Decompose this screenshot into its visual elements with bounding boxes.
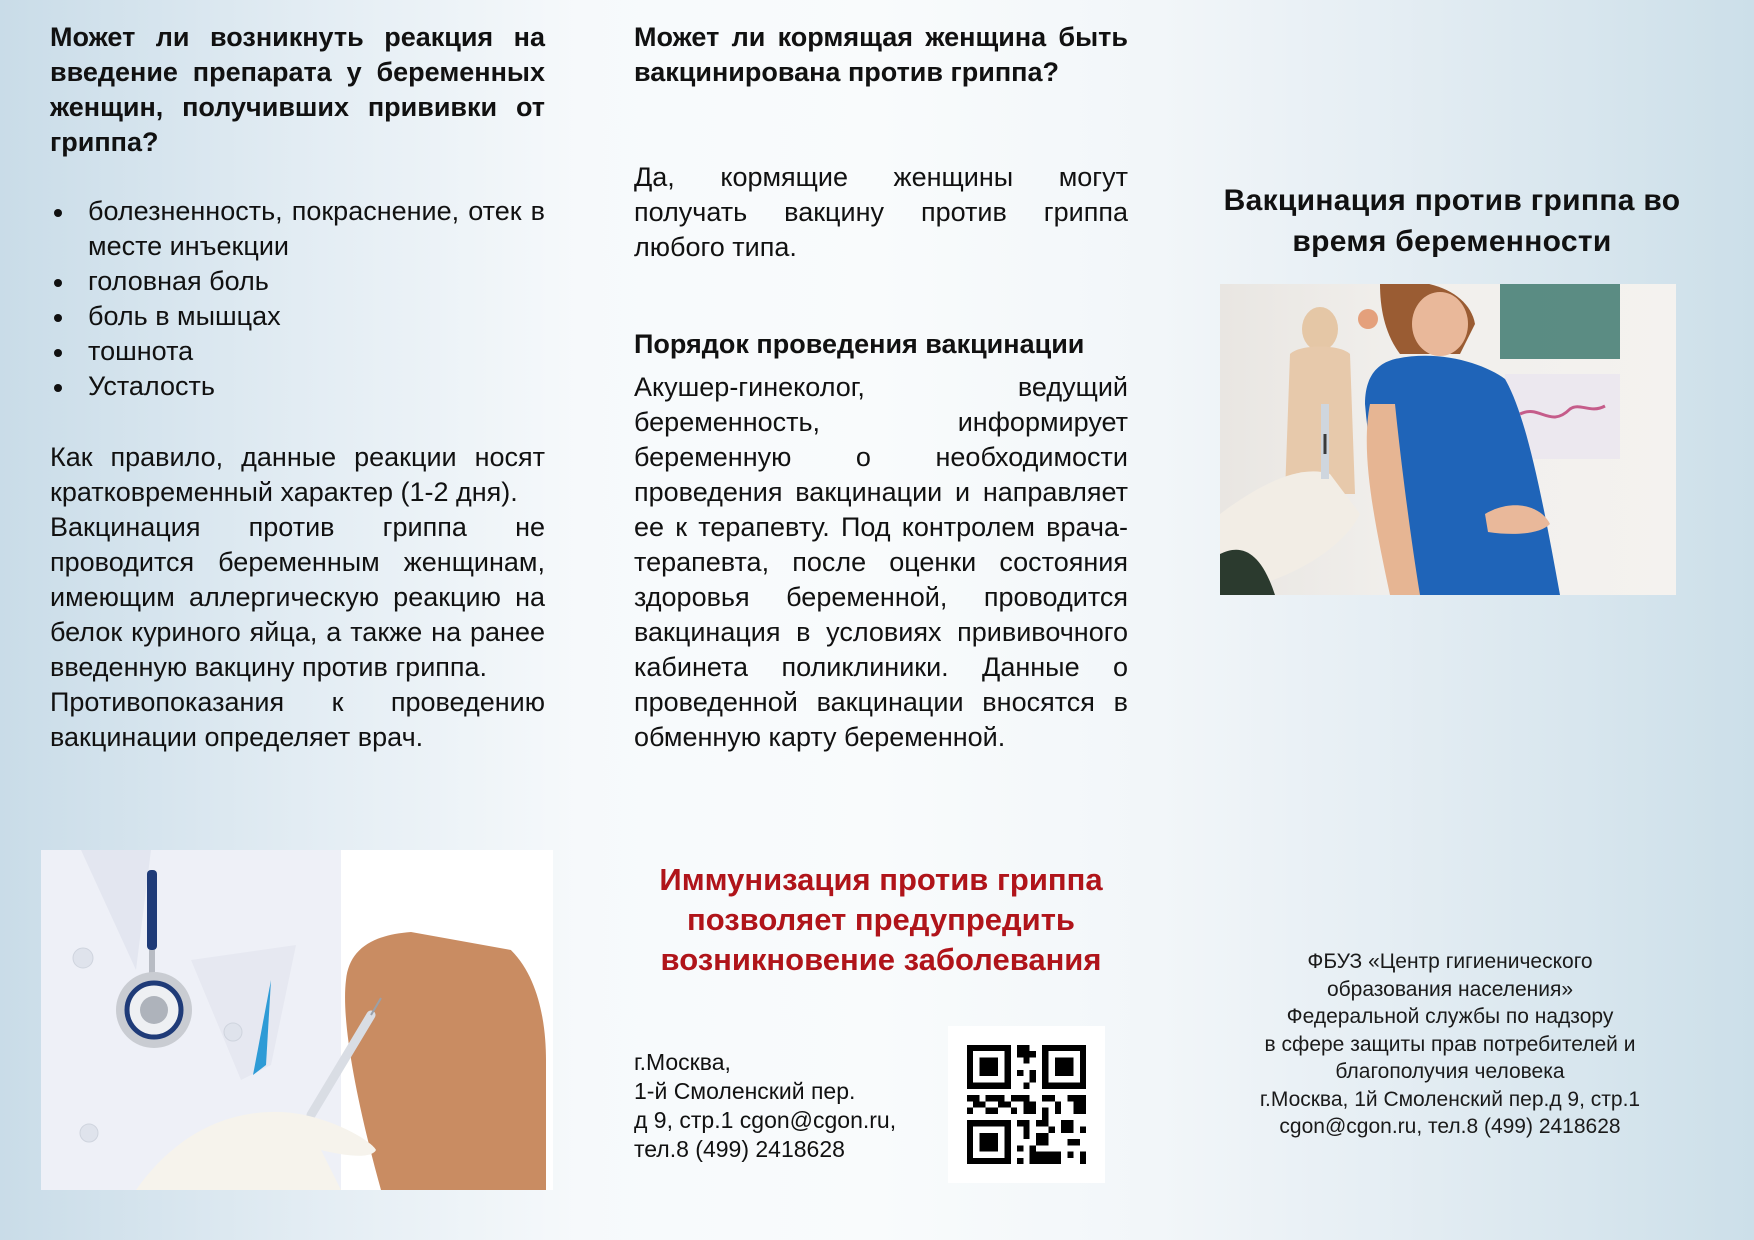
qr-code-icon xyxy=(948,1026,1105,1183)
organization-info: ФБУЗ «Центр гигиенического образования населения» Федеральной службы по надзору в сфере защиты прав потребителей и благополучия человека г.Москва, 1й Смоленский пер.д 9, стр.1 cgon@cgon.ru, тел.8 (499) 2418628 xyxy=(1259,950,1641,1138)
pregnant-woman-illustration xyxy=(1220,284,1676,595)
middle-panel xyxy=(634,0,1128,1240)
list-item: тошнота xyxy=(50,334,545,369)
pregnant-woman-photo xyxy=(1220,284,1676,595)
reactions-list xyxy=(50,194,545,404)
contact-address: г.Москва, 1-й Смоленский пер. д 9, стр.1 cgon@cgon.ru, тел.8 (499) 2418628 xyxy=(634,1049,897,1162)
brochure-title: Вакцинация против гриппа во время беременности xyxy=(1223,184,1681,259)
procedure-text: Акушер-гинеколог, ведущий беременность, информирует беременную о необходимости проведения вакцинации и направляет ее к терапевту. Под контролем врача-терапевта, после оценки состояния здоровья беременной, проводится вакцинация в условиях прививочного кабинета поликлиники. Данные о проведенной вакцинации вносятся в обменную карту беременной. xyxy=(634,372,1128,752)
procedure-heading: Порядок проведения вакцинации xyxy=(634,329,1085,359)
list-item: болезненность, покраснение, отек в месте инъекции xyxy=(50,194,545,264)
bullet-icon xyxy=(54,384,62,392)
qr-code[interactable] xyxy=(948,1026,1105,1183)
reaction-question-heading: Может ли возникнуть реакция на введение препарата у беременных женщин, получивших прививки от гриппа? xyxy=(50,22,545,157)
left-body-text xyxy=(50,440,545,755)
bullet-icon xyxy=(54,314,62,322)
breastfeeding-answer: Да, кормящие женщины могут получать вакцину против гриппа любого типа. xyxy=(634,162,1128,262)
vaccination-photo xyxy=(41,850,553,1190)
bullet-icon xyxy=(54,279,62,287)
bullet-icon xyxy=(54,349,62,357)
contraindications-paragraph: Противопоказания к проведению вакцинации определяет врач. xyxy=(50,687,545,752)
list-item: боль в мышцах xyxy=(50,299,545,334)
list-item: головная боль xyxy=(50,264,545,299)
right-panel xyxy=(1150,0,1754,1240)
list-item: Усталость xyxy=(50,369,545,404)
doctor-injection-illustration xyxy=(41,850,553,1190)
not-given-paragraph: Вакцинация против гриппа не проводится беременным женщинам, имеющим аллергическую реакцию на белок куриного яйца, а также на ранее введенную вакцину против гриппа. xyxy=(50,512,545,682)
breastfeeding-question-heading: Может ли кормящая женщина быть вакцинирована против гриппа? xyxy=(634,22,1128,87)
duration-paragraph: Как правило, данные реакции носят кратковременный характер (1-2 дня). xyxy=(50,442,545,507)
bullet-icon xyxy=(54,209,62,217)
immunization-tagline: Иммунизация против гриппа позволяет предупредить возникновение заболевания xyxy=(659,862,1103,977)
